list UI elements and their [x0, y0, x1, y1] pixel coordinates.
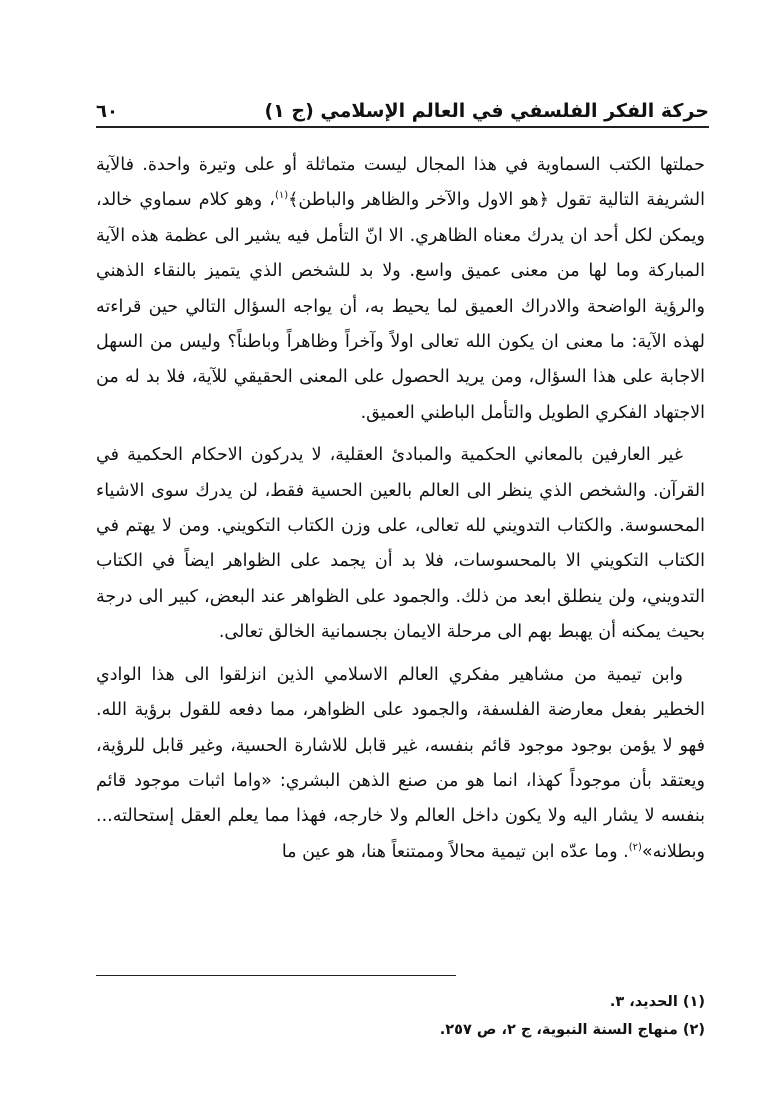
footnote: (١) الحديد، ٣. — [609, 994, 705, 1010]
footnote-ref: (١) — [274, 190, 289, 202]
running-header — [96, 88, 709, 128]
footnotes — [96, 988, 705, 1044]
main-text — [96, 148, 705, 870]
page-number: ٦٠ — [96, 101, 118, 122]
footnote: (٢) منهاج السنة النبوية، ج ٢، ص ٢٥٧. — [439, 1022, 705, 1038]
running-title: حركة الفكر الفلسفي في العالم الإسلامي (ج ١) — [264, 100, 709, 122]
footnote-divider — [96, 975, 456, 976]
paragraph: غير العارفين بالمعاني الحكمية والمبادئ العقلية، لا يدركون الاحكام الحكمية في القرآن. والشخص الذي ينظر الى العالم بالعين الحسية فقط، لن يدرك سوى الاشياء المحسوسة. والكتاب التدويني لله تعالى، على وزن الكتاب التكويني. ومن لا يهتم في الكتاب التكويني الا بالمحسوسات، فلا بد أن يجمد على الظواهر ايضاً في الكتاب التدويني، ولن ينطلق ابعد من ذلك. والجمود على الظواهر عند البعض، كبير الى درجة بحيث يمكنه أن يهبط بهم الى مرحلة الايمان بجسمانية الخالق تعالى. — [96, 445, 705, 643]
paragraph: وابن تيمية من مشاهير مفكري العالم الاسلامي الذين انزلقوا الى هذا الوادي الخطير بفعل معارضة الفلسفة، والجمود على الظواهر، مما دفعه للقول برؤية الله. فهو لا يؤمن بوجود موجود قائم بنفسه، غير قابل للاشارة الحسية، وغير قابل للرؤية، ويعتقد بأن موجوداً كهذا، انما هو من صنع الذهن البشري: «واما اثبات موجود قائم بنفسه لا يشار اليه ولا يكون داخل العالم ولا خارجه، فهذا مما يعلم العقل إستحالته... وبطلانه»$^{(٢)}$. وما عدّه ابن تيمية محالاً وممتنعاً هنا، هو عين ما — [96, 664, 705, 862]
paragraph: حملتها الكتب السماوية في هذا المجال ليست متماثلة أو على وتيرة واحدة. فالآية الشريفة التالية تقول ﴿هو الاول والآخر والظاهر والباطن﴾$^{(١)}$، وهو كلام سماوي خالد، ويمكن لكل أحد ان يدرك معناه الظاهري. الا انّ التأمل فيه يشير الى عظمة هذه الآية المباركة وما لها من معنى عميق واسع. ولا بد للشخص الذي يتميز بالنقاء الذهني والرؤية الواضحة والادراك العميق لما يحيط به، أن يواجه السؤال التالي حين قراءته لهذه الآية: ما معنى ان يكون الله تعالى اولاً وآخراً وظاهراً وباطناً؟ وليس من السهل الاجابة على هذا السؤال، ومن يريد الحصول على المعنى الحقيقي للآية، فلا بد له من الاجتهاد الفكري الطويل والتأمل الباطني العميق. — [96, 155, 705, 423]
footnote-ref: (٢) — [628, 841, 642, 853]
